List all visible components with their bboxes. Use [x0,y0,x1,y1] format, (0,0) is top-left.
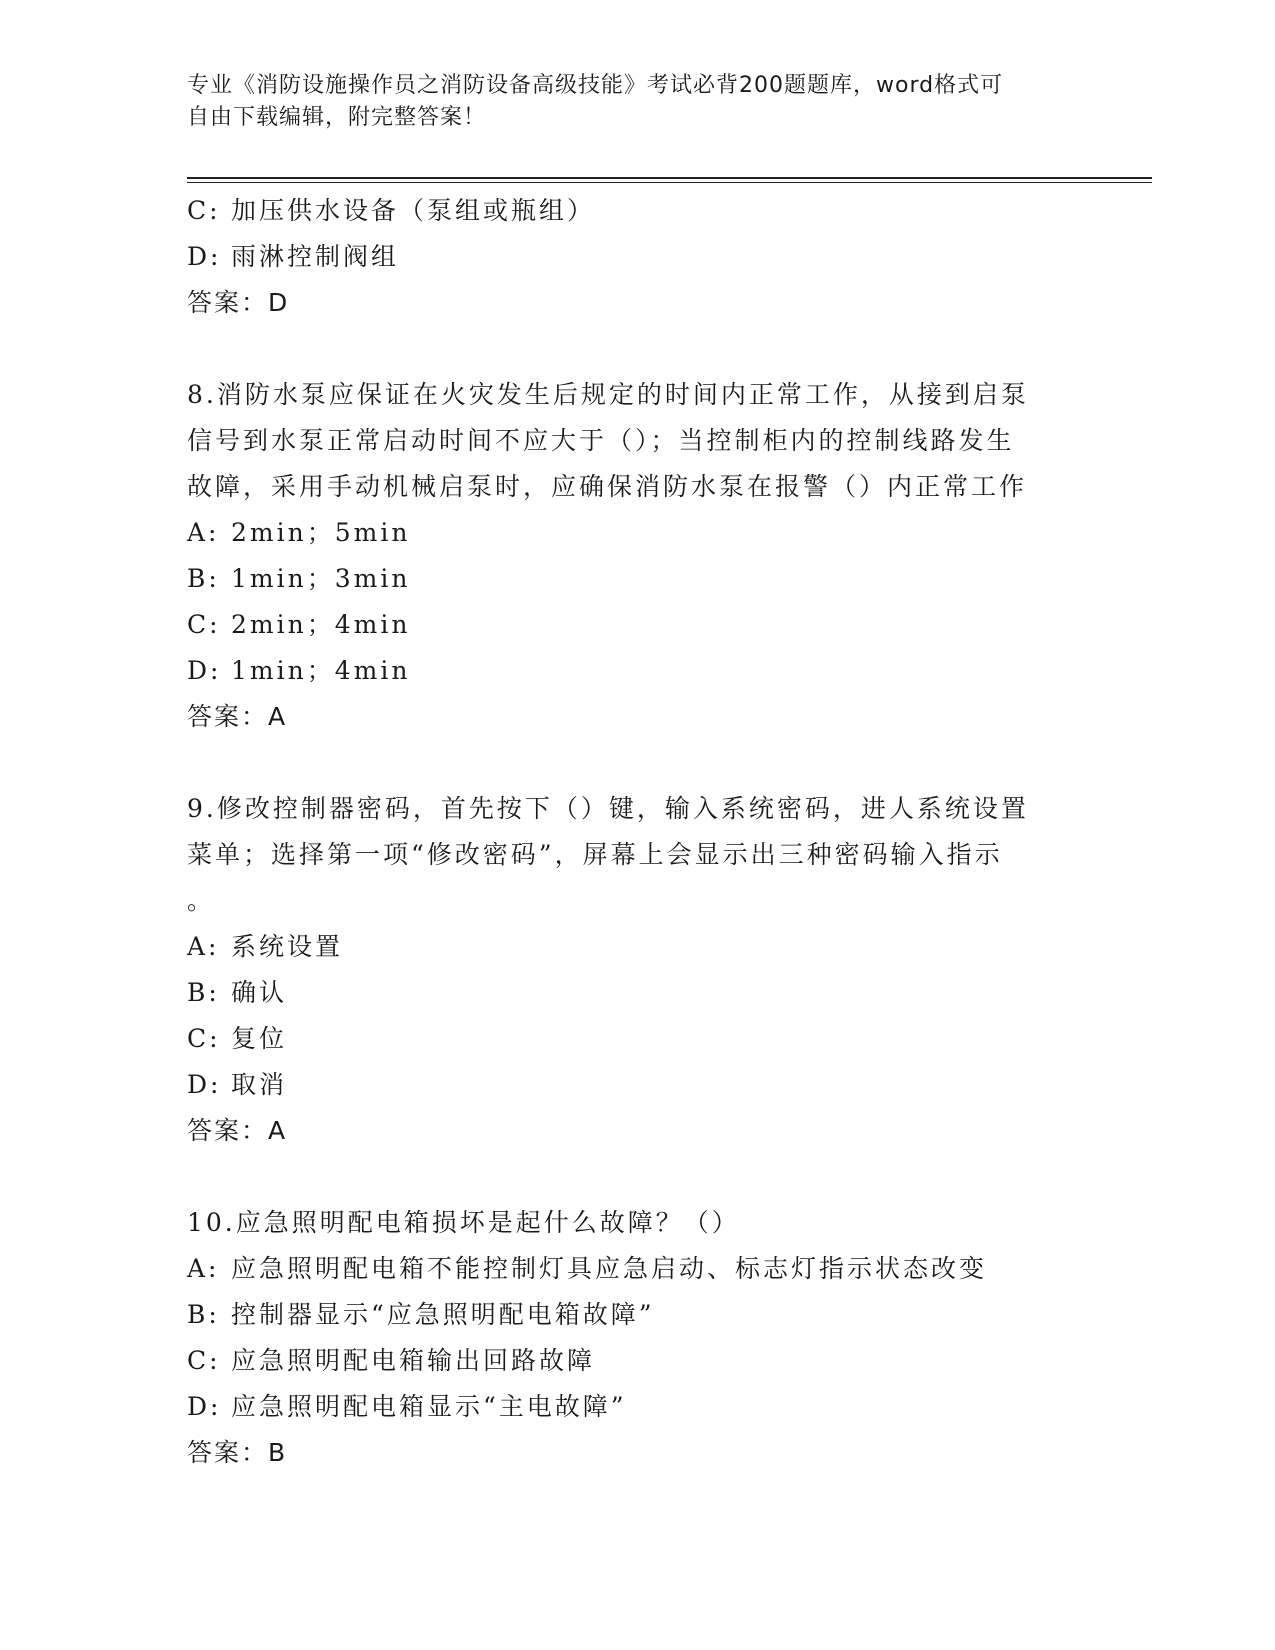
header-divider [187,177,1152,183]
option-c: C: 复位 [187,1024,288,1053]
option-b: B: 控制器显示“应急照明配电箱故障” [187,1300,655,1329]
answer: 答案：A [187,702,288,731]
question-text-line: 9.修改控制器密码，首先按下（）键，输入系统密码，进人系统设置 [187,794,1029,823]
option-c: C: 应急照明配电箱输出回路故障 [187,1346,596,1375]
question-text-line: 。 [187,886,216,915]
option-b: B: 1min；3min [187,564,411,593]
question-8 [187,372,1067,740]
document-body [187,188,1067,1476]
question-9 [187,786,1067,1154]
question-text-line: 故障，采用手动机械启泵时，应确保消防水泵在报警（）内正常工作 [187,472,1028,501]
option-d: D: 雨淋控制阀组 [187,242,400,271]
option-a: A: 应急照明配电箱不能控制灯具应急启动、标志灯指示状态改变 [187,1254,988,1283]
header-line-2: 自由下载编辑，附完整答案！ [187,105,487,130]
option-d: D: 取消 [187,1070,288,1099]
option-d: D: 1min；4min [187,656,411,685]
question-7-partial [187,188,1067,326]
header-line-1: 专业《消防设施操作员之消防设备高级技能》考试必背200题题库，word格式可 [187,73,1004,98]
option-b: B: 确认 [187,978,288,1007]
question-text-line: 10.应急照明配电箱损坏是起什么故障？（） [187,1208,740,1237]
option-a: A: 2min；5min [187,518,411,547]
option-c: C: 加压供水设备（泵组或瓶组） [187,196,596,225]
question-text-line: 信号到水泵正常启动时间不应大于（）；当控制柜内的控制线路发生 [187,426,1015,455]
answer: 答案：D [187,288,290,317]
question-10 [187,1200,1067,1476]
document-header [187,70,1087,134]
answer: 答案：A [187,1116,288,1145]
option-c: C: 2min；4min [187,610,411,639]
question-text-line: 8.消防水泵应保证在火灾发生后规定的时间内正常工作，从接到启泵 [187,380,1029,409]
question-text-line: 菜单；选择第一项“修改密码”，屏幕上会显示出三种密码输入指示 [187,840,1003,869]
option-d: D: 应急照明配电箱显示“主电故障” [187,1392,627,1421]
answer: 答案：B [187,1438,288,1467]
option-a: A: 系统设置 [187,932,344,961]
